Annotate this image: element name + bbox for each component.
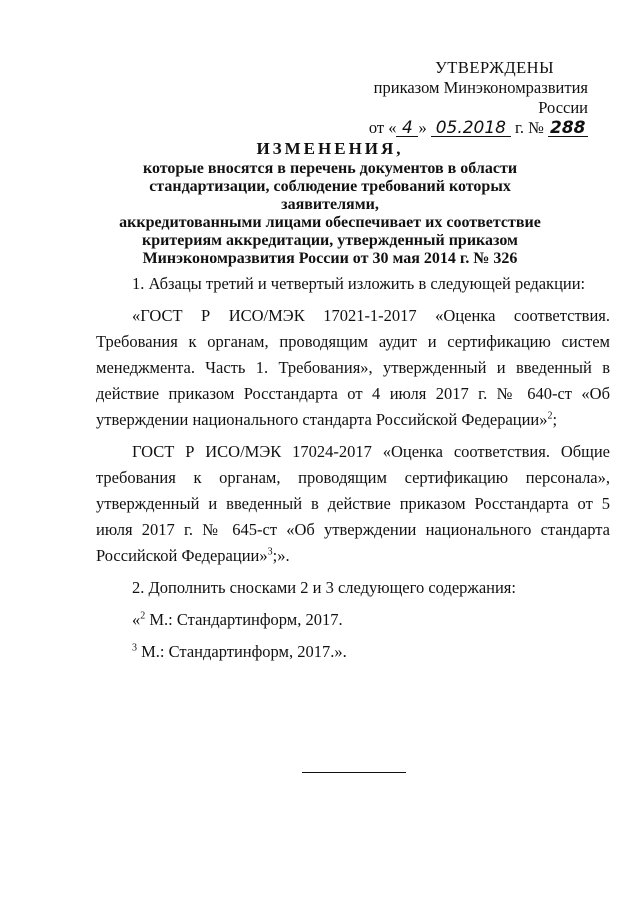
heading-line: стандартизации, соблюдение требований которых заявителями, bbox=[149, 178, 511, 213]
footnote-2 bbox=[96, 607, 610, 633]
document-body bbox=[96, 271, 610, 671]
paragraph-text: ГОСТ Р ИСО/МЭК 17024-2017 «Оценка соответствия. Общие требования к органам, проводящим сертификацию персонала», утвержденный и введенный в действие приказом Росстандарта от 5 июля 2017 г. № 645-ст «Об утверждении национального стандарта Российской Федерации» bbox=[96, 442, 610, 565]
date-year-suffix: г. № bbox=[514, 118, 544, 137]
heading-title: ИЗМЕНЕНИЯ, bbox=[256, 139, 404, 158]
footnote-text: М.: Стандартинформ, 2017. bbox=[145, 610, 343, 629]
date-mid: » bbox=[418, 118, 427, 137]
end-divider bbox=[302, 772, 406, 773]
handwritten-month-year: 05.2018 bbox=[431, 120, 511, 137]
approval-title: УТВЕРЖДЕНЫ bbox=[435, 58, 554, 77]
heading-line: которые вносятся в перечень документов в области bbox=[142, 160, 518, 177]
handwritten-day: 4 bbox=[396, 120, 418, 137]
handwritten-order-number: 288 bbox=[548, 120, 588, 137]
footnote-prefix: « bbox=[132, 610, 141, 629]
item-2: 2. Дополнить сносками 2 и 3 следующего содержания: bbox=[132, 578, 516, 597]
footnote-mark: 2 bbox=[140, 610, 146, 622]
item-1: 1. Абзацы третий и четвертый изложить в следующей редакции: bbox=[132, 274, 586, 293]
paragraph-gost-17024 bbox=[96, 439, 610, 569]
paragraph-text: «ГОСТ Р ИСО/МЭК 17021-1-2017 «Оценка соответствия. Требования к органам, проводящим аудит и сертификацию систем менеджмента. Часть 1. Требования», утвержденный и введенный в действие приказом Росстандарта от 4 июля 2017 г. № 640-ст «Об утверждении национального стандарта Российской Федерации» bbox=[96, 306, 610, 429]
paragraph-end: ; bbox=[552, 410, 558, 429]
footnote-text: М.: Стандартинформ, 2017.». bbox=[137, 642, 347, 661]
approval-date-line bbox=[328, 118, 588, 138]
document-heading bbox=[100, 140, 560, 268]
footnote-3 bbox=[96, 639, 610, 665]
footnote-ref: 3 bbox=[267, 546, 273, 558]
footnote-mark: 3 bbox=[132, 642, 137, 654]
heading-line: аккредитованными лицами обеспечивает их соответствие bbox=[119, 214, 541, 231]
date-prefix: от « bbox=[368, 118, 397, 137]
heading-line: критериям аккредитации, утвержденный приказом bbox=[142, 232, 518, 249]
heading-line: Минэкономразвития России от 30 мая 2014 г. № 326 bbox=[142, 250, 518, 267]
approval-block bbox=[328, 58, 588, 138]
paragraph-gost-17021 bbox=[96, 303, 610, 433]
footnote-ref: 2 bbox=[547, 410, 553, 422]
approval-order-line: приказом Минэкономразвития России bbox=[373, 78, 588, 117]
paragraph-end: ;». bbox=[272, 546, 290, 565]
